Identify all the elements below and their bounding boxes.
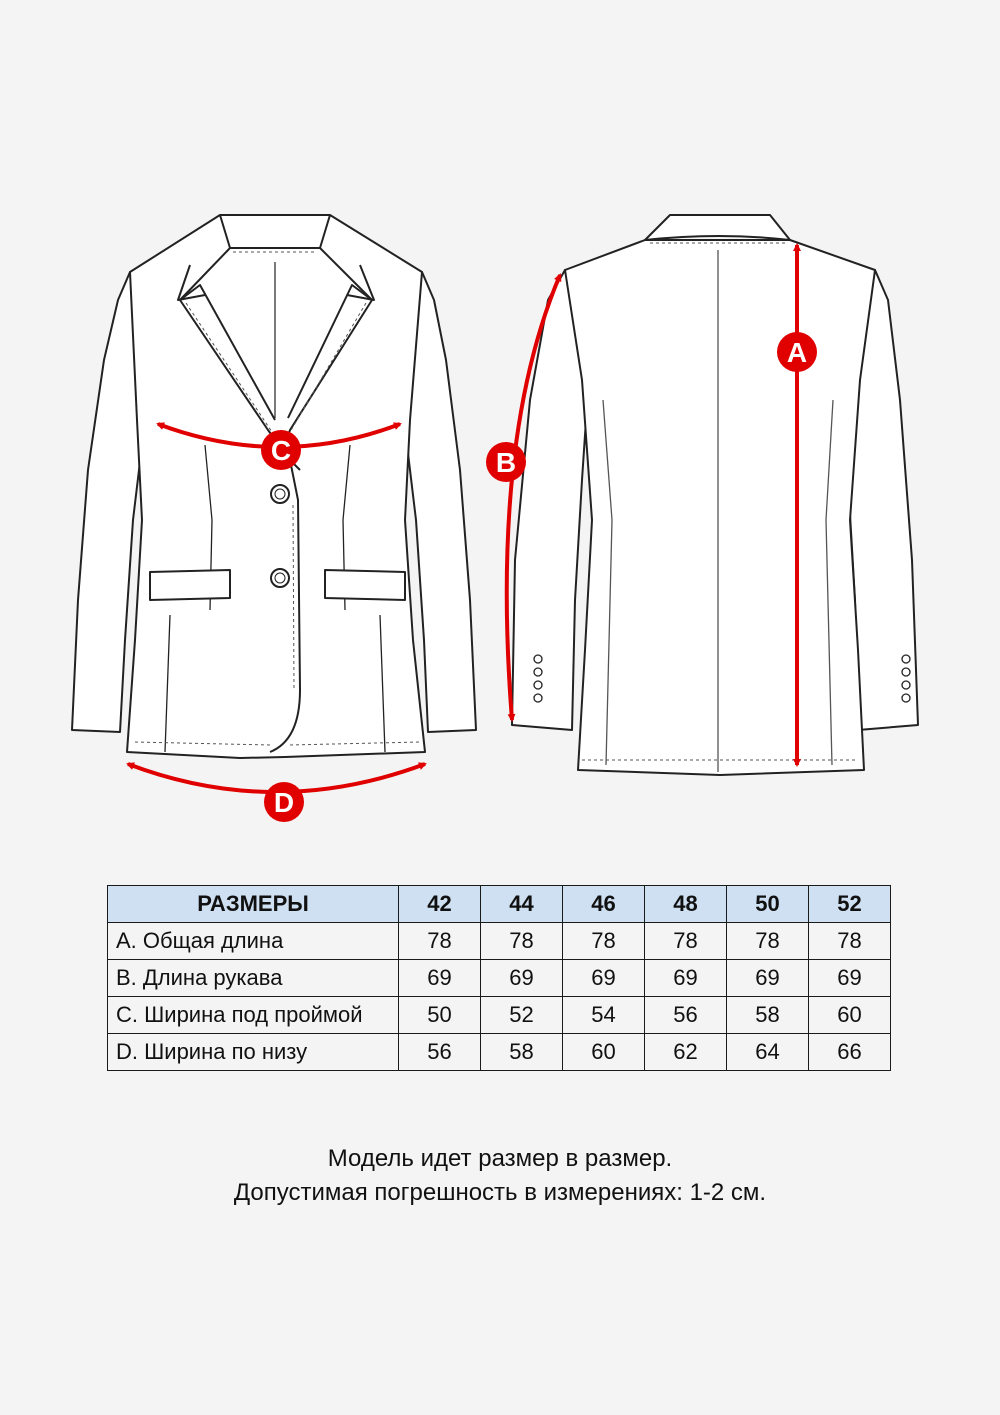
size-notes [0,1142,1000,1210]
row-value: 69 [399,960,481,997]
row-value: 69 [727,960,809,997]
header-size: 46 [563,886,645,923]
row-value: 78 [809,923,891,960]
badge-d [264,782,304,822]
header-label: РАЗМЕРЫ [108,886,399,923]
note-fit: Модель идет размер в размер. [327,1145,673,1172]
row-value: 56 [645,997,727,1034]
row-value: 64 [727,1034,809,1071]
badge-a-label: A [786,337,808,368]
header-size: 44 [481,886,563,923]
header-size: 50 [727,886,809,923]
header-size: 48 [645,886,727,923]
row-value: 60 [809,997,891,1034]
row-value: 50 [399,997,481,1034]
size-table [107,885,891,1071]
table-row [108,997,891,1034]
row-label: C. Ширина под проймой [108,997,399,1034]
row-value: 78 [727,923,809,960]
row-value: 78 [563,923,645,960]
note-tolerance: Допустимая погрешность в измерениях: 1-2 см. [233,1179,767,1206]
badge-b-label: B [495,447,517,478]
row-value: 78 [481,923,563,960]
row-value: 56 [399,1034,481,1071]
table-row [108,923,891,960]
jacket-back [512,215,918,775]
row-value: 54 [563,997,645,1034]
header-size: 52 [809,886,891,923]
row-label: B. Длина рукава [108,960,399,997]
row-value: 69 [809,960,891,997]
row-value: 69 [645,960,727,997]
size-table-header [108,886,891,923]
badge-c-label: C [270,435,292,466]
badge-a [777,332,817,372]
badge-d-label: D [273,787,295,818]
jacket-front [72,215,476,758]
table-row [108,1034,891,1071]
row-value: 66 [809,1034,891,1071]
badge-c [261,430,301,470]
table-row [108,960,891,997]
row-value: 52 [481,997,563,1034]
row-label: A. Общая длина [108,923,399,960]
header-size: 42 [399,886,481,923]
row-value: 69 [563,960,645,997]
row-value: 78 [645,923,727,960]
row-value: 58 [481,1034,563,1071]
row-value: 60 [563,1034,645,1071]
row-value: 78 [399,923,481,960]
row-value: 58 [727,997,809,1034]
row-value: 69 [481,960,563,997]
row-label: D. Ширина по низу [108,1034,399,1071]
badge-b [486,442,526,482]
row-value: 62 [645,1034,727,1071]
